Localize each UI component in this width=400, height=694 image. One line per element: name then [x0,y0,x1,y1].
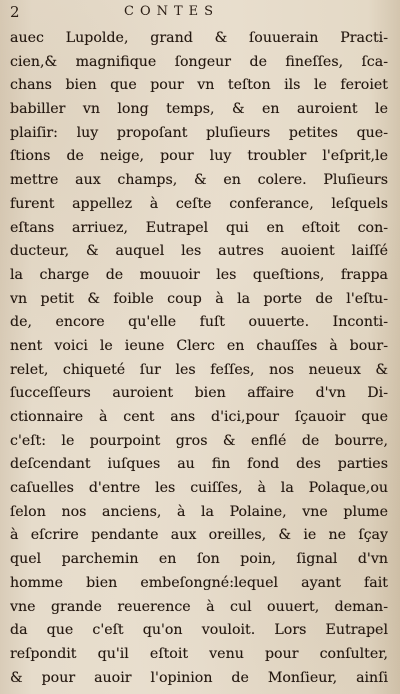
text-line-28: & pour auoir l'opinion de Monſieur, ainſi [10,669,388,686]
text-line-26: da que c'eſt qu'on vouloit. Lors Eutrapel [10,622,388,639]
text-line-10: ducteur, & auquel les autres auoient laiſſé [10,243,388,260]
text-line-27: reſpondit qu'il eſtoit venu pour conſulter, [10,645,388,662]
text-line-6: ſtions de neige, pour luy troubler l'eſprit,le [10,148,388,165]
text-line-1: auec Lupolde, grand & ſouuerain Practi- [10,30,388,46]
text-line-15: relet, chiqueté ſur les feſſes, nos neueux & [10,361,388,378]
text-line-18: c'eſt: le pourpoint gros & enflé de bourre, [10,432,388,449]
running-title: CONTES [124,4,220,19]
text-line-2: cien,& magnifique ſongeur de fineſſes, ſca- [10,53,388,70]
text-line-8: furent appellez à ceſte conferance, leſquels [10,195,388,212]
text-line-23: quel parchemin en ſon poin, ſignal d'vn [10,551,388,568]
text-line-16: ſucceſſeurs auroient bien affaire d'vn Di- [10,385,388,402]
text-line-25: vne grande reuerence à cul ouuert, deman- [10,598,388,615]
text-line-14: nent voici le ieune Clerc en chauſſes à bour- [10,337,388,354]
text-line-9: eſtans arriuez, Eutrapel qui en eſtoit con- [10,219,388,236]
text-line-11: la charge de mouuoir les queſtions, frappa [10,266,388,283]
body-text [10,27,388,690]
text-line-7: mettre aux champs, & en colere. Pluſieurs [10,172,388,189]
page-header [0,2,400,22]
text-line-5: plaiſir: luy propoſant pluſieurs petites que- [10,124,388,141]
page-number: 2 [10,3,20,21]
text-line-19: deſcendant iuſques au fin fond des parties [10,456,388,473]
text-line-24: homme bien embeſongné:lequel ayant fait [10,574,388,591]
text-line-13: de, encore qu'elle fuſt ouuerte. Inconti- [10,314,388,331]
text-line-20: caſuelles d'entre les cuiſſes, à la Polaque,ou [10,480,388,497]
text-line-22: à eſcrire pendante aux oreilles, & ie ne ſçay [10,527,388,544]
text-line-17: ctionnaire à cent ans d'ici,pour ſçauoir que [10,409,388,425]
text-line-4: babiller vn long temps, & en auroient le [10,101,388,118]
text-line-21: ſelon nos anciens, à la Polaine, vne plume [10,503,388,520]
text-line-12: vn petit & foible coup à la porte de l'eſtu- [10,290,388,307]
text-line-3: chans bien que pour vn teſton ils le feroiet [10,77,388,94]
